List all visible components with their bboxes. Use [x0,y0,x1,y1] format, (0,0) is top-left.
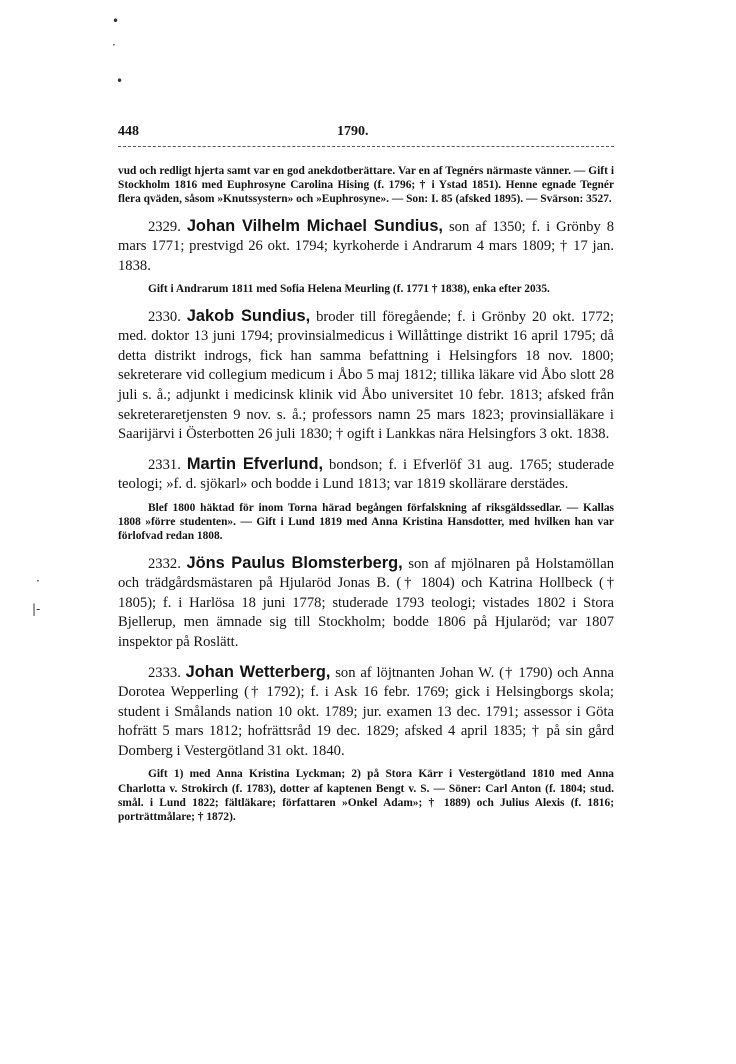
page-number: 448 [118,124,139,139]
entry-number: 2330. [148,308,181,325]
entry-number: 2329. [148,218,181,235]
note-paragraph: Blef 1800 häktad för inom Torna härad begången förfalskning af riksgäldssedlar. — Kallas 1808 »förre studenten». — Gift i Lund 1819 med Anna Kristina Hansdotter, med hvilken han var förlofvad redan 1808. [118,501,614,543]
entry-number: 2333. [148,664,181,681]
margin-mark: · [36,574,40,588]
note-paragraph: Gift 1) med Anna Kristina Lyckman; 2) på Stora Kärr i Vestergötland 1810 med Anna Charlotta v. Strokirch (f. 1783), dotter af kaptenen Bengt v. S. — Söner: Carl Anton (f. 1804; stud. smål. i Lund 1822; fältläkare; författaren »Onkel Adam»; † 1889) och Julius Alexis (f. 1816; porträttmålare; † 1872). [118,768,614,824]
biography-entry [118,663,614,762]
entry-text: bondson; f. i Efverlöf 31 aug. 1765; studerade teologi; »f. d. sjökarl» och bodde i Lund 1813; var 1819 skollärare derstädes. [118,456,614,493]
page-year: 1790. [337,124,369,139]
margin-mark: · [112,38,116,52]
biography-entry [118,455,614,495]
entry-text: son af 1350; f. i Grönby 8 mars 1771; prestvigd 26 okt. 1794; kyrkoherde i Andrarum 4 mars 1809; † 17 jan. 1838. [118,218,614,274]
text-column [118,164,614,824]
entry-name: Johan Wetterberg, [185,662,331,681]
entry-text: son af mjölnaren på Holstamöllan och trädgårdsmästaren på Hjularöd Jonas B. († 1804) och Katrina Hollbeck († 1805); f. i Harlösa 18 juni 1778; studerade 1793 teologi; vistades 1802 i Stora Bjellerup, men ämnade sig till Stockholm; bodde 1806 på Hjularöd; var 1807 inspektor på Roslätt. [118,555,615,650]
margin-mark: • [116,74,124,88]
entry-number: 2331. [148,456,181,473]
note-paragraph: Gift i Andrarum 1811 med Sofia Helena Meurling (f. 1771 † 1838), enka efter 2035. [148,283,550,296]
entry-name: Martin Efverlund, [186,454,324,473]
entry-name: Johan Vilhelm Michael Sundius, [186,216,443,235]
biography-entry [118,554,614,653]
entry-name: Jakob Sundius, [186,306,311,325]
entry-name: Jöns Paulus Blomsterberg, [186,553,403,572]
entry-text: son af löjtnanten Johan W. († 1790) och Anna Dorotea Wepperling († 1792); f. i Ask 16 febr. 1769; gick i Helsingborgs skola; student i Smålands nation 10 okt. 1789; jur. examen 13 dec. 1791; assessor i Göta hofrätt 5 mars 1812; hofrättsråd 19 dec. 1829; afsked 4 april 1835; † på sin gård Domberg i Vestergötland 31 okt. 1840. [118,664,614,759]
margin-mark: |- [32,602,41,616]
note-paragraph: vud och redligt hjerta samt var en god anekdotberättare. Var en af Tegnérs närmaste vänner. — Gift i Stockholm 1816 med Euphrosyne Carolina Hising (f. 1796; † i Ystad 1851). Henne egnade Tegnér flera qväden, såsom »Knutssystern» och »Euphrosyne». — Son: I. 85 (afsked 1895). — Svärson: 3527. [118,165,614,206]
entry-number: 2332. [148,555,181,572]
running-header [118,124,614,144]
biography-entry [118,307,614,445]
biography-entry [118,217,614,277]
entry-text: broder till föregående; f. i Grönby 20 okt. 1772; med. doktor 13 juni 1794; provinsialmedicus i Willåttinge distrikt 16 april 1795; då detta distrikt indrogs, fick han samma befattning i Helsingfors 18 nov. 1800; sekreterare vid collegium medicum i Åbo 5 maj 1812; tillika läkare vid Åbo slott 28 juli s. å.; adjunkt i medicinsk klinik vid Åbo universitet 10 febr. 1813; afsked från sekreteraretjensten 9 nov. s. å.; professors namn 25 mars 1823; provinsialläkare i Saarijärvi i Österbotten 26 juli 1830; † ogift i Lankkas nära Helsingfors 3 okt. 1838. [118,308,614,443]
margin-mark: • [112,14,120,28]
header-rule [118,146,614,147]
